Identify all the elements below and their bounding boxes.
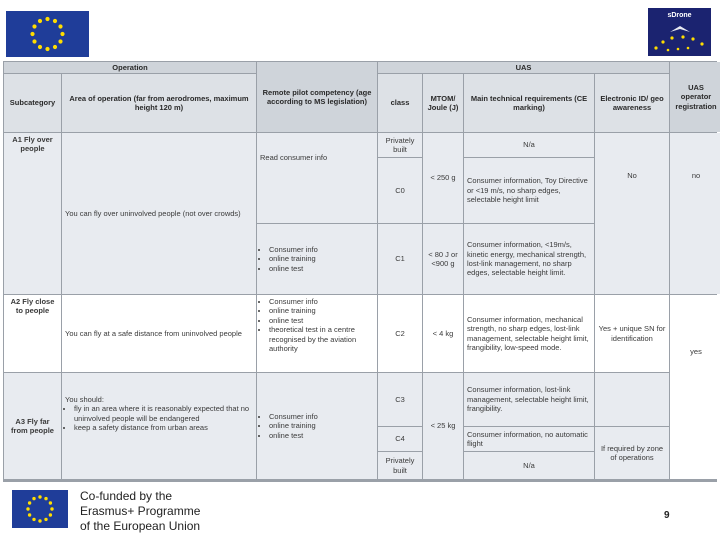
a1-tech-c0: Consumer information, Toy Directive or <19 m/s, no sharp edges, selectable height limit [464,158,594,223]
a3-class-private: Privately built [378,452,422,479]
a2-competency [257,295,377,372]
a3-tech-c4: Consumer information, no automatic flight [464,427,594,451]
a3-competency-item: • Consumer info [269,412,318,421]
header-uas: UAS [378,62,669,73]
a2-registration: yes [670,295,720,479]
eu-stars-icon [12,490,68,528]
a2-mtom: < 4 kg [423,295,463,372]
a1-read-info: Read consumer info [257,133,377,223]
a2-competency-item: • online test [269,316,374,325]
a1-tech-c1: Consumer information, <19m/s, kinetic energy, mechanical strength, lost-link management, no sharp edges, selectable height limit. [464,224,594,294]
uas-categories-table [3,61,717,482]
header-operation: Operation [4,62,256,73]
a3-tech-c3: Consumer information, lost-link management, selectable height limit, frangibility. [464,373,594,426]
a2-competency-item: • theoretical test in a centre recognised by the aviation authority [269,325,374,353]
header-subcategory: Subcategory [4,74,61,132]
a1-class-c1: C1 [378,224,422,294]
a3-area-intro: You should: [65,395,104,404]
a1-class-private: Privately built [378,133,422,157]
a3-class-c4: C4 [378,427,422,451]
funding-line: Co-funded by the [80,489,173,503]
a3-competency-item: • online training [269,421,318,430]
a3-mtom: < 25 kg [423,373,463,479]
a3-area-item: • keep a safety distance from urban areas [74,423,253,432]
header-area-of-operation: Area of operation (far from aerodromes, maximum height 120 m) [62,74,256,132]
header-registration: UAS operator registration [670,62,720,132]
a1-competency-item: • Consumer info [269,245,318,254]
a3-area [62,373,256,479]
a3-electronic-id: If required by zone of operations [595,427,669,479]
a1-registration: no [670,133,720,294]
a2-competency-item: • Consumer info [269,297,374,306]
a1-competency-item: • online training [269,254,318,263]
page-number: 9 [664,510,670,521]
a3-electronic-id-empty [595,373,669,426]
a1-c1-competency [257,224,377,294]
header-pilot-competency: Remote pilot competency (age according to MS legislation) [257,62,377,132]
a3-area-item: • fly in an area where it is reasonably expected that no uninvolved people will be endangered [74,404,253,423]
eu-flag-logo [6,11,89,57]
eu-flag-footer-logo [12,490,68,528]
a2-competency-item: • online training [269,306,374,315]
a1-competency-item: • online test [269,264,318,273]
sdrone-logo [648,8,711,56]
a3-competency-item: • online test [269,431,318,440]
a2-subcategory: A2 Fly close to people [4,295,61,372]
a1-class-c0: C0 [378,158,422,223]
a3-class-c3: C3 [378,373,422,426]
header-main-technical: Main technical requirements (CE marking) [464,74,594,132]
header-class: class [378,74,422,132]
a2-area: You can fly at a safe distance from uninvolved people [62,295,256,372]
header-mtom: MTOM/ Joule (J) [423,74,463,132]
a3-tech-private: N/a [464,452,594,479]
a1-subcategory: A1 Fly over people [4,133,61,294]
a1-area: You can fly over uninvolved people (not over crowds) [62,133,256,294]
a1-tech-private: N/a [464,133,594,157]
a2-class: C2 [378,295,422,372]
a1-mtom-250: < 250 g [423,133,463,223]
funding-line: of the European Union [80,519,201,533]
eu-stars-icon [6,11,89,57]
a1-mtom-c1: < 80 J or <900 g [423,224,463,294]
header-electronic-id: Electronic ID/ geo awareness [595,74,669,132]
a1-electronic-id: No [595,133,669,294]
a2-electronic-id: Yes + unique SN for identification [595,295,669,372]
a3-subcategory: A3 Fly far from people [4,373,61,479]
a3-competency [257,373,377,479]
a2-tech: Consumer information, mechanical strength, no sharp edges, lost-link management, selectable height limit, frangibility, low-speed mode. [464,295,594,372]
sdrone-brand-text: sDrone [667,12,692,19]
funding-statement [80,489,200,534]
funding-line: Erasmus+ Programme [80,504,201,518]
